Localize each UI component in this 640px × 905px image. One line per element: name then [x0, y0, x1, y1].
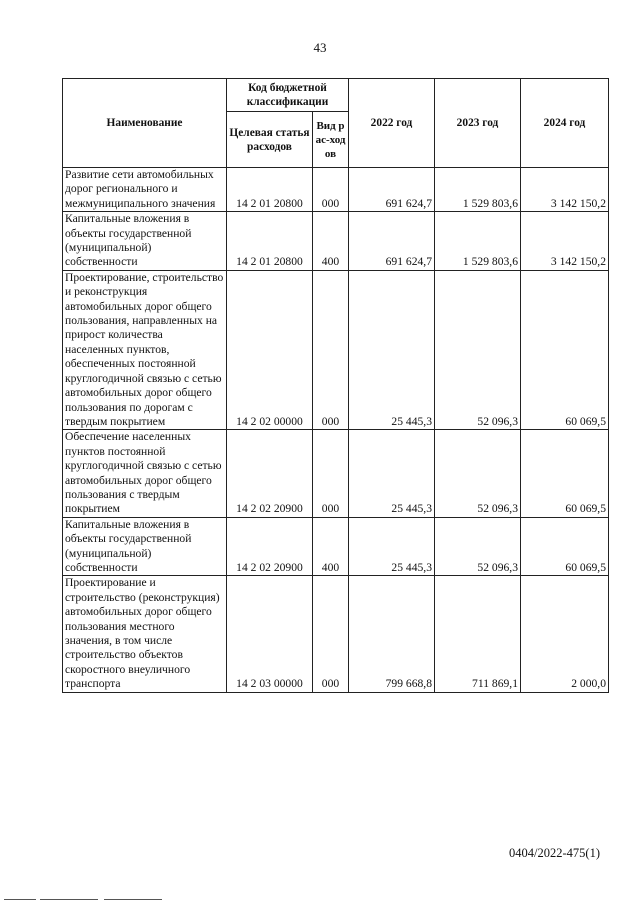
- table-row: [63, 430, 609, 517]
- row-2023-value: 1 529 803,6: [435, 212, 521, 271]
- row-name: Обеспечение населенных пунктов постоянной круглогодичной связью с сетью автомобильных дорог общего пользования с твердым покрытием: [63, 430, 227, 517]
- header-name: Наименование: [63, 79, 227, 168]
- row-2024-value: 60 069,5: [521, 270, 609, 429]
- row-2023-value: 711 869,1: [435, 576, 521, 692]
- budget-table: [62, 78, 609, 693]
- row-2024-value: 60 069,5: [521, 517, 609, 576]
- row-2022-value: 799 668,8: [349, 576, 435, 692]
- row-target-code: 14 2 01 20800: [227, 168, 313, 212]
- row-name: Проектирование и строительство (реконструкция) автомобильных дорог общего пользования местного значения, в том числе строительство объектов скоростного внеуличного транспорта: [63, 576, 227, 692]
- header-year-2023: 2023 год: [435, 79, 521, 168]
- row-2023-value: 1 529 803,6: [435, 168, 521, 212]
- row-2022-value: 25 445,3: [349, 430, 435, 517]
- row-2024-value: 2 000,0: [521, 576, 609, 692]
- header-year-2022: 2022 год: [349, 79, 435, 168]
- table-row: [63, 212, 609, 271]
- row-expense-kind: 400: [313, 212, 349, 271]
- table-row: [63, 517, 609, 576]
- page-number: 43: [313, 40, 327, 55]
- row-expense-kind: 000: [313, 270, 349, 429]
- row-2024-value: 60 069,5: [521, 430, 609, 517]
- row-expense-kind: 400: [313, 517, 349, 576]
- row-2024-value: 3 142 150,2: [521, 168, 609, 212]
- row-expense-kind: 000: [313, 168, 349, 212]
- row-name: Проектирование, строительство и реконструкция автомобильных дорог общего пользования, направленных на прирост количества населенных пунктов, обеспеченных постоянной круглогодичной связью с сетью автомобильных дорог общего пользования по дорогам с твердым покрытием: [63, 270, 227, 429]
- header-budget-code: Код бюджетной классификации: [227, 79, 349, 112]
- row-name: Капитальные вложения в объекты государственной (муниципальной) собственности: [63, 517, 227, 576]
- row-2022-value: 25 445,3: [349, 270, 435, 429]
- row-2023-value: 52 096,3: [435, 517, 521, 576]
- table-row: [63, 576, 609, 692]
- row-name: Развитие сети автомобильных дорог регионального и межмуниципального значения: [63, 168, 227, 212]
- row-2023-value: 52 096,3: [435, 270, 521, 429]
- row-expense-kind: 000: [313, 576, 349, 692]
- row-target-code: 14 2 03 00000: [227, 576, 313, 692]
- header-year-2024: 2024 год: [521, 79, 609, 168]
- bottom-divider: [40, 899, 98, 900]
- header-target-item: Целевая статья расходов: [227, 112, 313, 168]
- row-2022-value: 691 624,7: [349, 168, 435, 212]
- row-target-code: 14 2 02 20900: [227, 430, 313, 517]
- bottom-divider: [104, 899, 162, 900]
- document-number: 0404/2022-475(1): [509, 846, 600, 860]
- table-row: [63, 270, 609, 429]
- row-target-code: 14 2 02 00000: [227, 270, 313, 429]
- row-2023-value: 52 096,3: [435, 430, 521, 517]
- bottom-divider: [4, 899, 36, 900]
- row-name: Капитальные вложения в объекты государственной (муниципальной) собственности: [63, 212, 227, 271]
- row-expense-kind: 000: [313, 430, 349, 517]
- table-row: [63, 168, 609, 212]
- row-2024-value: 3 142 150,2: [521, 212, 609, 271]
- row-target-code: 14 2 02 20900: [227, 517, 313, 576]
- row-2022-value: 25 445,3: [349, 517, 435, 576]
- header-expense-kind: Вид рас-ходов: [313, 112, 349, 168]
- row-2022-value: 691 624,7: [349, 212, 435, 271]
- row-target-code: 14 2 01 20800: [227, 212, 313, 271]
